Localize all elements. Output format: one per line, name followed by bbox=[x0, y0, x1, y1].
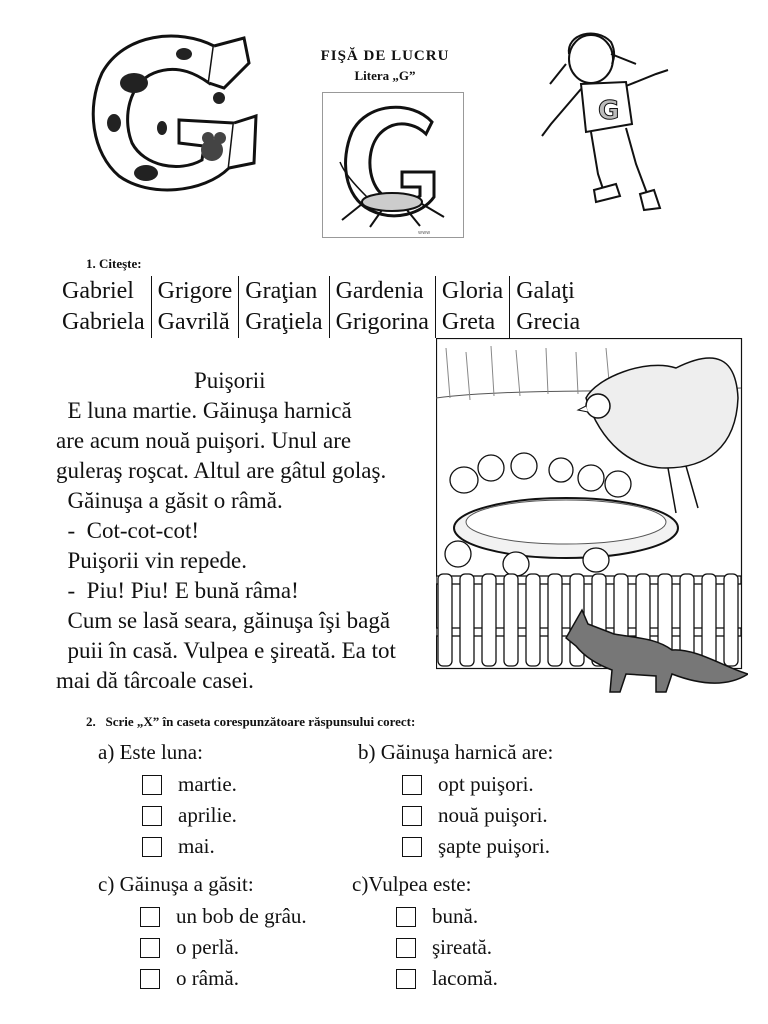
story-line: mai dă târcoale casei. bbox=[56, 668, 254, 693]
answer-option bbox=[140, 963, 307, 994]
question-text: a) Este luna: bbox=[98, 740, 203, 764]
story-line: puii în casă. Vulpea e şireată. Ea tot bbox=[56, 638, 396, 663]
story-line: Puişorii vin repede. bbox=[56, 548, 247, 573]
answer-label: mai. bbox=[178, 834, 215, 858]
answer-checkbox[interactable] bbox=[402, 806, 422, 826]
story-line: are acum nouă puişori. Unul are bbox=[56, 428, 352, 453]
answer-checkbox[interactable] bbox=[396, 938, 416, 958]
question-text: c) Găinuşa a găsit: bbox=[98, 872, 254, 896]
story-title: Puişorii bbox=[194, 368, 266, 393]
exercise-2-label: 2. Scrie „X” în caseta corespunzătoare răspunsului corect: bbox=[86, 714, 416, 729]
answer-label: şapte puişori. bbox=[438, 834, 550, 858]
answer-checkbox[interactable] bbox=[142, 775, 162, 795]
story-line: E luna martie. Găinuşa harnică bbox=[56, 398, 352, 423]
answer-label: opt puişori. bbox=[438, 772, 534, 796]
story-line: - Cot-cot-cot! bbox=[56, 518, 200, 543]
story-line: Cum se lasă seara, găinuşa îşi bagă bbox=[56, 608, 391, 633]
answer-label: aprilie. bbox=[178, 803, 237, 827]
question-a bbox=[98, 740, 237, 862]
question-d bbox=[352, 872, 498, 994]
answer-label: o perlă. bbox=[176, 935, 239, 959]
name-cell: Grigore bbox=[151, 276, 239, 307]
answer-option bbox=[142, 831, 237, 862]
answer-option bbox=[142, 769, 237, 800]
name-cell: Grecia bbox=[510, 307, 586, 338]
story-line: Găinuşa a găsit o râmă. bbox=[56, 488, 283, 513]
name-cell: Graţian bbox=[239, 276, 329, 307]
name-cell: Gabriel bbox=[62, 278, 134, 304]
name-cell: Gloria bbox=[435, 276, 509, 307]
answer-label: şireată. bbox=[432, 935, 493, 959]
question-text: c)Vulpea este: bbox=[352, 872, 472, 896]
story-line: - Piu! Piu! E bună râma! bbox=[56, 578, 299, 603]
grasshopper-letter-g-illustration bbox=[322, 92, 464, 238]
answer-checkbox[interactable] bbox=[402, 837, 422, 857]
answer-option bbox=[402, 769, 553, 800]
names-table bbox=[56, 276, 586, 338]
answer-option bbox=[140, 932, 307, 963]
worksheet-subtitle: Litera „G” bbox=[354, 68, 416, 83]
answer-option bbox=[396, 901, 498, 932]
hen-chicks-fox-illustration bbox=[436, 338, 748, 700]
question-b bbox=[358, 740, 553, 862]
svg-text:G: G bbox=[598, 96, 620, 126]
name-cell: Graţiela bbox=[239, 307, 329, 338]
answer-option bbox=[396, 963, 498, 994]
answer-label: martie. bbox=[178, 772, 237, 796]
answer-checkbox[interactable] bbox=[140, 938, 160, 958]
question-c bbox=[98, 872, 307, 994]
worksheet-title: FIŞĂ DE LUCRU bbox=[320, 48, 450, 64]
names-row bbox=[56, 307, 586, 338]
story-text bbox=[56, 366, 436, 696]
name-cell: Greta bbox=[435, 307, 509, 338]
svg-text:www: www bbox=[418, 230, 431, 236]
answer-option bbox=[396, 932, 498, 963]
answer-option bbox=[140, 901, 307, 932]
answer-checkbox[interactable] bbox=[396, 907, 416, 927]
name-cell: Gabriela bbox=[62, 309, 145, 335]
answer-label: nouă puişori. bbox=[438, 803, 548, 827]
answer-checkbox[interactable] bbox=[402, 775, 422, 795]
answer-label: o râmă. bbox=[176, 966, 239, 990]
name-cell: Grigorina bbox=[329, 307, 435, 338]
name-cell: Gardenia bbox=[329, 276, 435, 307]
answer-option bbox=[402, 831, 553, 862]
cheese-letter-g-illustration bbox=[84, 28, 264, 198]
answer-label: bună. bbox=[432, 904, 479, 928]
name-cell: Gavrilă bbox=[151, 307, 239, 338]
answer-checkbox[interactable] bbox=[142, 806, 162, 826]
story-line: guleraş roşcat. Altul are gâtul golaş. bbox=[56, 458, 387, 483]
answer-checkbox[interactable] bbox=[140, 907, 160, 927]
name-cell: Galaţi bbox=[510, 276, 586, 307]
answer-checkbox[interactable] bbox=[396, 969, 416, 989]
answer-option bbox=[142, 800, 237, 831]
answer-label: un bob de grâu. bbox=[176, 904, 307, 928]
names-row bbox=[56, 276, 586, 307]
answer-label: lacomă. bbox=[432, 966, 498, 990]
question-text: b) Găinuşa harnică are: bbox=[358, 740, 554, 764]
exercise-1-label: 1. Citeşte: bbox=[86, 256, 142, 271]
answer-option bbox=[402, 800, 553, 831]
answer-checkbox[interactable] bbox=[140, 969, 160, 989]
answer-checkbox[interactable] bbox=[142, 837, 162, 857]
girl-illustration bbox=[536, 24, 676, 216]
